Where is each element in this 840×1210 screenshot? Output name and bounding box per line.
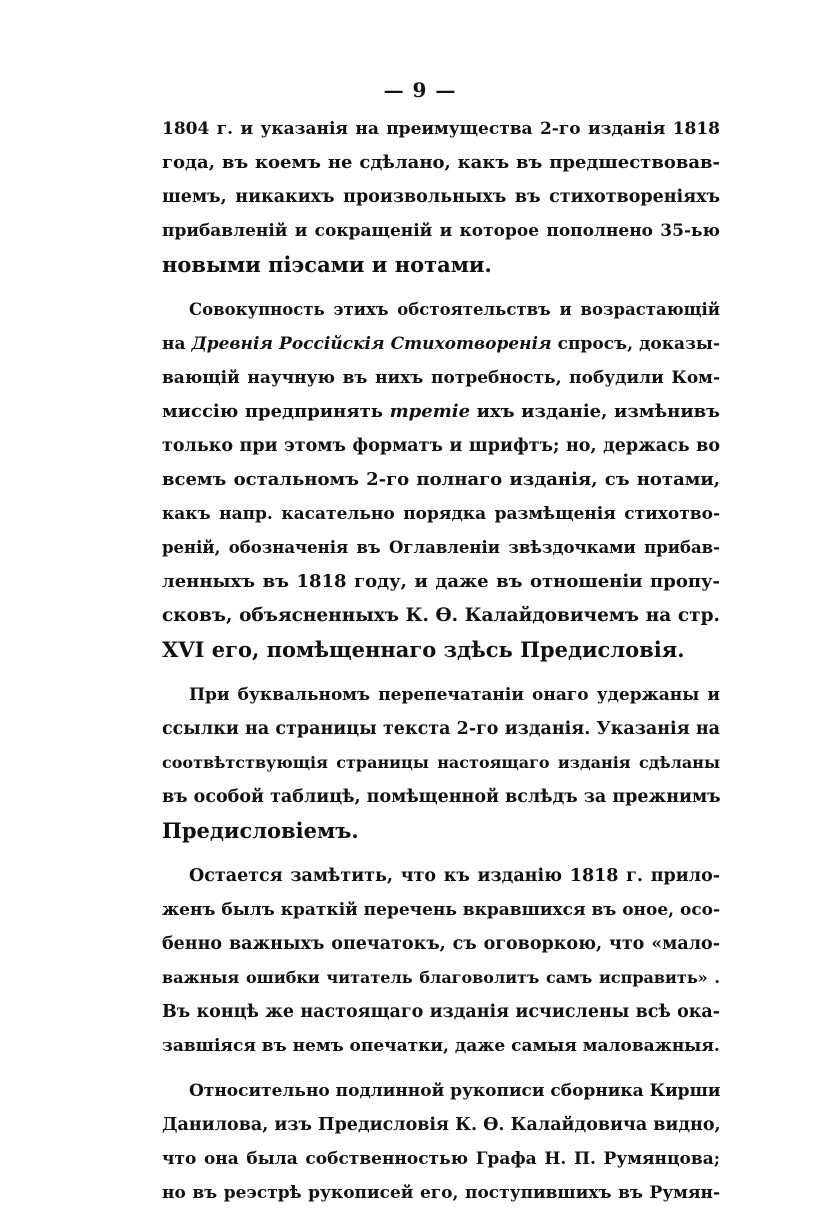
paragraph-5 <box>162 1074 720 1210</box>
text-line: вающій научную въ нихъ потребность, побудили Ком- <box>162 368 720 388</box>
page-number: — 9 — <box>383 78 457 102</box>
paragraph-3 <box>162 678 720 848</box>
paragraph-2 <box>162 293 720 667</box>
text-line: XVI его, помѣщеннаго здѣсь Предисловія. <box>162 637 685 662</box>
text-line: ссылки на страницы текста 2-го изданія. Указанія на <box>162 719 720 739</box>
text-fragment: на <box>162 334 186 354</box>
text-line: При буквальномъ перепечатаніи онаго удержаны и <box>189 685 720 705</box>
text-fragment: миссію предпринять <box>162 401 383 422</box>
italic-title: Древнія Россійскія Стихотворенія <box>191 334 552 354</box>
text-line: въ особой таблицѣ, помѣщенной вслѣдъ за прежнимъ <box>162 787 721 807</box>
text-fragment: ихъ изданіе, измѣнивъ <box>476 401 720 422</box>
text-line: но въ реэстрѣ рукописей его, поступившихъ въ Румян- <box>162 1183 720 1203</box>
text-line: новыми піэсами и нотами. <box>162 252 492 277</box>
text-line: Данилова, изъ Предисловія К. Ѳ. Калайдовича видно, <box>162 1115 721 1135</box>
text-line: какъ напр. касательно порядка размѣщенія стихотво- <box>162 504 720 524</box>
text-line: соотвѣтствующія страницы настоящаго изданія сдѣланы <box>162 753 720 772</box>
text-line: всемъ остальномъ 2-го полнаго изданія, съ нотами, <box>162 469 720 490</box>
paragraph-4 <box>162 859 720 1063</box>
text-fragment: спросъ, доказы- <box>557 334 721 354</box>
text-line: бенно важныхъ опечатокъ, съ оговоркою, что «мало- <box>162 934 720 954</box>
text-line: реній, обозначенія въ Оглавленіи звѣздочками прибав- <box>162 538 720 557</box>
text-line: Предисловіемъ. <box>162 818 359 843</box>
text-line: Совокупность этихъ обстоятельствъ и возрастающій <box>189 300 720 319</box>
text-line: только при этомъ форматъ и шрифтъ; но, держась во <box>162 436 720 456</box>
paragraph-1 <box>162 112 720 282</box>
text-line: Относительно подлинной рукописи сборника Кирши <box>189 1081 721 1101</box>
text-line: сковъ, объясненныхъ К. Ѳ. Калайдовичемъ на стр. <box>162 605 720 626</box>
text-line: что она была собственностью Графа Н. П. Румянцова; <box>162 1149 720 1169</box>
text-line: важныя ошибки читатель благоволитъ самъ исправить» . <box>162 968 720 987</box>
text-line: года, въ коемъ не сдѣлано, какъ въ предшествовав- <box>162 152 720 173</box>
text-line: ленныхъ въ 1818 году, и даже въ отношеніи пропу- <box>162 571 720 592</box>
text-line: Въ концѣ же настоящаго изданія исчислены всѣ ока- <box>162 1002 720 1022</box>
text-line: 1804 г. и указанія на преимущества 2-го изданія 1818 <box>162 119 720 139</box>
text-line: шемъ, никакихъ произвольныхъ въ стихотвореніяхъ <box>162 187 720 207</box>
text-line: Остается замѣтить, что къ изданію 1818 г. прило- <box>189 866 720 886</box>
text-line: прибавленій и сокращеній и которое пополнено 35-ью <box>162 221 720 241</box>
text-line <box>162 395 720 429</box>
italic-word: третіе <box>389 401 471 422</box>
text-line: женъ былъ краткій перечень вкравшихся въ оное, осо- <box>162 900 721 920</box>
body-text <box>162 112 720 1210</box>
text-line <box>162 327 720 361</box>
text-line: завшіяся въ немъ опечатки, даже самыя маловажныя. <box>162 1036 720 1056</box>
